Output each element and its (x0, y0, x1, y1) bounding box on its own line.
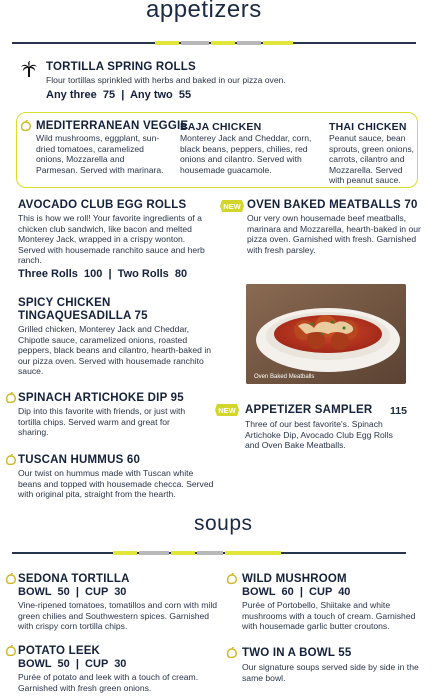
item-desc-two-in-a-bowl: Our signature soups served side by side in the same bowl. (242, 662, 419, 683)
pepper-icon (5, 392, 17, 404)
item-title-two-in-a-bowl (242, 647, 352, 659)
item-desc-baja-chicken: Monterey Jack and Cheddar, corn, black beans, peppers, chilies, red onions and cilantro. Served with housemade guacamole. (180, 133, 312, 175)
pepper-icon (226, 573, 238, 585)
divider-accent (225, 551, 281, 555)
item-desc-appetizer-sampler: Three of our best favorite's. Spinach Artichoke Dip, Avocado Club Egg Rolls and Oven Bake Meatballs. (245, 419, 393, 451)
item-desc-mediterranean-veggie: Wild mushrooms, eggplant, sun-dried tomatoes, caramelized onions, Mozzarella and Parmesan. Served with marinara. (36, 133, 164, 175)
meatballs-photo (246, 284, 406, 384)
item-price-spicy-chicken: 75 (134, 310, 148, 322)
appetizers-heading: appetizers (146, 0, 262, 23)
divider-accent (181, 41, 209, 45)
item-desc-spinach-artichoke: Dip into this favorite with friends, or just with tortilla chips. Served warm and great for sharing. (18, 406, 186, 438)
item-title-baja-chicken: BAJA CHICKEN (180, 121, 262, 133)
item-desc-thai-chicken: Peanut sauce, bean sprouts, green onions, carrots, cilantro and Mozzarella. Served with peanut sauce. (329, 133, 415, 186)
title-text: OVEN BAKED MEATBALLS (247, 199, 401, 211)
divider-accent (211, 41, 235, 45)
item-title-tortilla-spring-rolls: TORTILLA SPRING ROLLS (46, 61, 196, 73)
item-title-potato-leek: POTATO LEEK (18, 645, 101, 657)
title-text: TINGAQUESADILLA (18, 310, 132, 322)
divider-accent (197, 551, 223, 555)
divider-accent (263, 41, 293, 45)
item-title-thai-chicken: THAI CHICKEN (329, 121, 407, 133)
item-price-avocado-club: Three Rolls 100 | Two Rolls 80 (18, 268, 188, 280)
item-desc-wild-mushroom: Purée of Portobello, Shiitake and white mushrooms with a touch of cream. Garnished with housemade garlic butter croutons. (242, 600, 416, 632)
item-price-wild-mushroom: BOWL 60 | CUP 40 (242, 586, 351, 598)
new-badge-icon (214, 403, 240, 417)
divider-accent (139, 551, 169, 555)
item-price-potato-leek: BOWL 50 | CUP 30 (18, 658, 127, 670)
item-desc-oven-baked-meatballs: Our very own housemade beef meatballs, marinara and Mozzarella, hearth-baked in our pizza oven. Garnished with fresh. Garnished with fresh parsley. (247, 213, 421, 255)
item-title-spicy-chicken-line2 (18, 310, 148, 322)
item-title-spicy-chicken-line1: SPICY CHICKEN (18, 297, 111, 309)
title-text: TUSCAN HUMMUS (18, 454, 124, 466)
item-desc-sedona-tortilla: Vine-ripened tomatoes, tomatillos and corn with mild green chilies and Southwestern spices. Garnished with crispy corn tortilla chips. (18, 600, 218, 632)
photo-caption: Oven Baked Meatballs (254, 374, 315, 380)
item-price-spinach-artichoke: 95 (170, 392, 184, 404)
pepper-icon (226, 647, 238, 659)
new-badge-label: NEW (223, 202, 241, 211)
item-desc-tortilla-spring-rolls: Flour tortillas sprinkled with herbs and baked in our pizza oven. (46, 75, 286, 85)
item-desc-avocado-club: This is how we roll! Your favorite ingredients of a chicken club sandwich, like bacon and melted Monterey Jack, wrapped in a crispy wonton. Served with housemade ranchito sauce and herb ranch. (18, 213, 205, 266)
new-badge-label: NEW (218, 406, 236, 415)
item-price-oven-baked-meatballs: 70 (404, 199, 418, 211)
item-title-mediterranean-veggie: MEDITERRANEAN VEGGIE (36, 120, 189, 132)
item-desc-tuscan-hummus: Our twist on hummus made with Tuscan white beans and topped with housemade checca. Served with original pita, straight from the hearth. (18, 468, 214, 500)
pepper-icon (5, 645, 17, 657)
item-title-wild-mushroom: WILD MUSHROOM (242, 573, 347, 585)
pepper-icon (5, 573, 17, 585)
item-title-appetizer-sampler: APPETIZER SAMPLER (245, 404, 373, 416)
divider-accent (113, 551, 137, 555)
item-title-oven-baked-meatballs (247, 199, 418, 211)
divider-accent (155, 41, 179, 45)
title-text: TWO IN A BOWL (242, 647, 335, 659)
divider-accent (171, 551, 195, 555)
item-desc-spicy-chicken: Grilled chicken, Monterey Jack and Cheddar, Chipotle sauce, caramelized onions, roasted peppers, black beans and cilantro, hearth-baked in our pizza oven. Served with housemade ranchito sauce. (18, 324, 212, 377)
soups-heading: soups (194, 512, 253, 535)
divider-accent (237, 41, 261, 45)
new-badge-icon (219, 199, 245, 213)
item-title-avocado-club: AVOCADO CLUB EGG ROLLS (18, 199, 187, 211)
meatballs-image (246, 284, 406, 384)
item-title-sedona-tortilla: SEDONA TORTILLA (18, 573, 130, 585)
pepper-icon (5, 454, 17, 466)
pepper-icon (20, 120, 32, 132)
item-price-sedona-tortilla: BOWL 50 | CUP 30 (18, 586, 127, 598)
item-price-tuscan-hummus: 60 (126, 454, 141, 466)
item-title-spinach-artichoke (18, 392, 184, 404)
palm-tree-icon (20, 60, 38, 78)
item-title-tuscan-hummus (18, 454, 140, 466)
item-price-appetizer-sampler: 115 (390, 405, 407, 417)
item-desc-potato-leek: Purée of potato and leek with a touch of cream. Garnished with fresh green onions. (18, 672, 199, 693)
item-price-tortilla-spring-rolls: Any three 75 | Any two 55 (46, 89, 192, 101)
item-price-two-in-a-bowl: 55 (338, 647, 352, 659)
title-text: SPINACH ARTICHOKE DIP (18, 392, 168, 404)
